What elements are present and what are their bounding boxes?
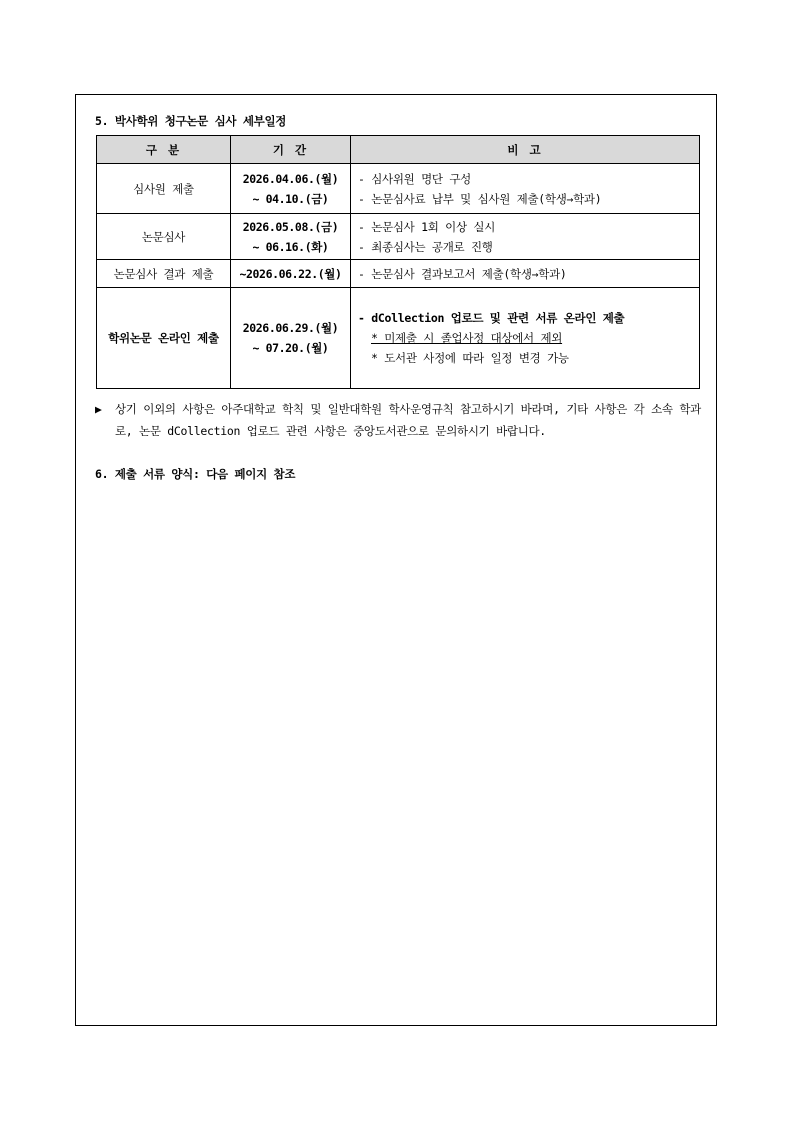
footnote-text: 상기 이외의 사항은 아주대학교 학칙 및 일반대학원 학사운영규칙 참고하시기 바라며, 기타 사항은 각 소속 학과로, 논문 dCollection 업로드 관련 사항은 중앙도서관으로 문의하시기 바랍니다.	[115, 402, 701, 438]
note-line: - 논문심사 결과보고서 제출(학생→학과)	[358, 266, 567, 281]
header-notes: 비 고	[351, 136, 700, 164]
row-notes	[351, 164, 700, 214]
header-category: 구 분	[97, 136, 231, 164]
period-start: 2026.05.08.(금)	[242, 219, 339, 234]
period-start: 2026.06.29.(월)	[242, 321, 339, 335]
row-period	[231, 260, 351, 288]
period-end: ~ 07.20.(월)	[252, 341, 329, 355]
row-category: 학위논문 온라인 제출	[97, 288, 231, 389]
row-category: 논문심사	[97, 214, 231, 260]
footnote	[95, 398, 701, 442]
period-start: 2026.04.06.(월)	[242, 171, 339, 186]
row-category: 심사원 제출	[97, 164, 231, 214]
row-category: 논문심사 결과 제출	[97, 260, 231, 288]
period-start: ~2026.06.22.(월)	[239, 266, 342, 281]
schedule-table	[96, 135, 700, 389]
row-period	[231, 214, 351, 260]
header-period: 기 간	[231, 136, 351, 164]
note-line: - 최종심사는 공개로 진행	[358, 239, 493, 254]
note-line: - 논문심사료 납부 및 심사원 제출(학생→학과)	[358, 191, 602, 206]
row-period	[231, 164, 351, 214]
note-line: - 심사위원 명단 구성	[358, 171, 471, 186]
note-line: - dCollection 업로드 및 관련 서류 온라인 제출	[358, 311, 625, 325]
row-notes	[351, 260, 700, 288]
period-end: ~ 06.16.(화)	[252, 239, 329, 254]
note-subline: * 미제출 시 졸업사정 대상에서 제외	[371, 331, 563, 345]
row-notes	[351, 288, 700, 389]
section5-title: 5. 박사학위 청구논문 심사 세부일정	[95, 114, 287, 128]
table-row	[97, 260, 700, 288]
row-period	[231, 288, 351, 389]
table-row	[97, 288, 700, 389]
triangle-bullet-icon: ▶	[95, 402, 102, 416]
note-subline: * 도서관 사정에 따라 일정 변경 가능	[371, 351, 569, 365]
section6-title: 6. 제출 서류 양식: 다음 페이지 참조	[95, 467, 296, 481]
table-row	[97, 164, 700, 214]
row-notes	[351, 214, 700, 260]
period-end: ~ 04.10.(금)	[252, 191, 329, 206]
table-header-row	[97, 136, 700, 164]
table-row	[97, 214, 700, 260]
note-line: - 논문심사 1회 이상 실시	[358, 219, 496, 234]
